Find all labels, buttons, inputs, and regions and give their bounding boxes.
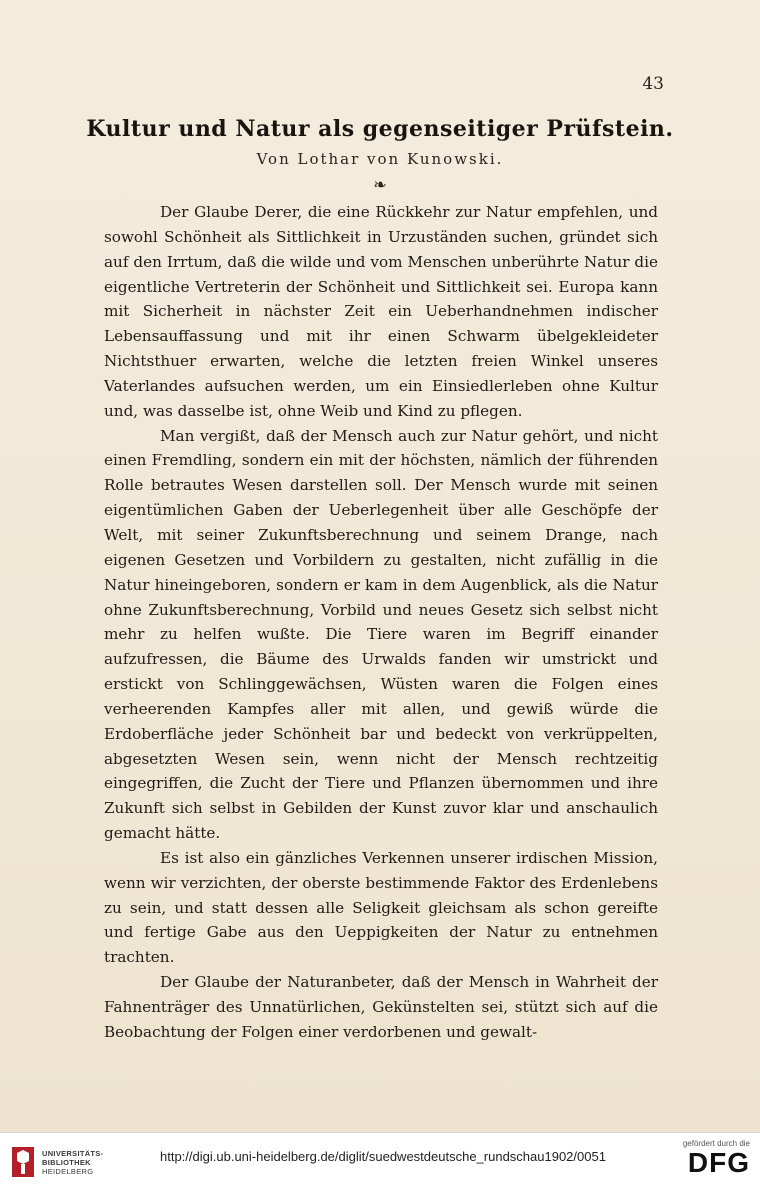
article-author: Von Lothar von Kunowski.	[256, 150, 504, 168]
paragraph-3: Es ist also ein gänzliches Verkennen unserer irdischen Mission, wenn wir verzichten, der oberste bestimmende Faktor des Erdenlebens zu sein, und statt dessen alle Seligkeit gleichsam als schon gereifte und fertige Gabe aus den Ueppigkeiten der Natur zu entnehmen trachten.	[104, 848, 658, 967]
viewer-footer	[0, 1132, 760, 1191]
page-number: 43	[642, 74, 664, 94]
library-city: HEIDELBERG	[42, 1166, 94, 1176]
university-library-logo[interactable]	[10, 1145, 103, 1179]
funding-caption: gefördert durch die	[682, 1139, 750, 1148]
dfg-logo: DFG	[687, 1147, 750, 1178]
library-name	[42, 1149, 103, 1176]
paragraph-2: Man vergißt, daß der Mensch auch zur Natur gehört, und nicht einen Fremdling, sondern ein mit der höchsten, nämlich der führenden Rolle betrautes Wesen darstellen soll. Der Mensch wurde mit seinen eigentümlichen Gaben der Ueberlegenheit über alle Geschöpfe der Welt, mit seiner Zukunftsberechnung und seinem Drange, nach eigenen Gesetzen und Vorbildern zu gestalten, nicht zufällig in die Natur hineingeboren, sondern er kam in dem Augenblick, als die Natur ohne Zukunftsberechnung, Vorbild und neues Gesetz sich selbst nicht mehr zu helfen wußte. Die Tiere waren im Begriff einander aufzufressen, die Bäume des Urwalds fanden wir umstrickt und erstickt von Schlinggewächsen, Wüsten waren die Folgen eines verheerenden Kampfes aller mit allen, und gewiß würde die Erdoberfläche jeder Schönheit bar und bedeckt von verkrüppelten, abgesetzten Wesen sein, wenn nicht der Mensch rechtzeitig eingegriffen, die Zucht der Tiere und Pflanzen übernommen und ihre Zukunft sich selbst in Gebilden der Kunst zuvor klar und anschaulich gemacht hätte.	[104, 426, 658, 843]
paragraph-4: Der Glaube der Naturanbeter, daß der Mensch in Wahrheit der Fahnenträger des Unnatürlichen, Gekünstelten sei, stützt sich auf die Beobachtung der Folgen einer verdorbenen und gewalt-	[104, 973, 658, 1041]
article-body	[104, 200, 658, 1045]
funder-block[interactable]	[683, 1139, 750, 1178]
library-name-line-2: BIBLIOTHEK	[42, 1157, 91, 1167]
permalink-url[interactable]: http://digi.ub.uni-heidelberg.de/diglit/suedwestdeutsche_rundschau1902/0051	[160, 1149, 606, 1164]
library-name-line-1: UNIVERSITÄTS-	[42, 1148, 104, 1158]
library-emblem-icon	[10, 1145, 36, 1179]
article-title: Kultur und Natur als gegenseitiger Prüfstein.	[86, 116, 674, 142]
paragraph-1: Der Glaube Derer, die eine Rückkehr zur Natur empfehlen, und sowohl Schönheit als Sittlichkeit in Urzuständen suchen, gründet sich auf den Irrtum, daß die wilde und vom Menschen unberührte Natur die eigentliche Vertreterin der Schönheit und Sittlichkeit sei. Europa kann mit Sicherheit in nächster Zeit ein Ueberhandnehmen indischer Lebensauffassung und mit ihr einen Schwarm übelgekleideter Nichtsthuer erwarten, welche die letzten freien Winkel unseres Vaterlandes aufsuchen werden, um ein Einsiedlerleben ohne Kultur und, was dasselbe ist, ohne Weib und Kind zu pflegen.	[104, 203, 658, 420]
ornament-divider-icon: ❧	[373, 175, 387, 194]
